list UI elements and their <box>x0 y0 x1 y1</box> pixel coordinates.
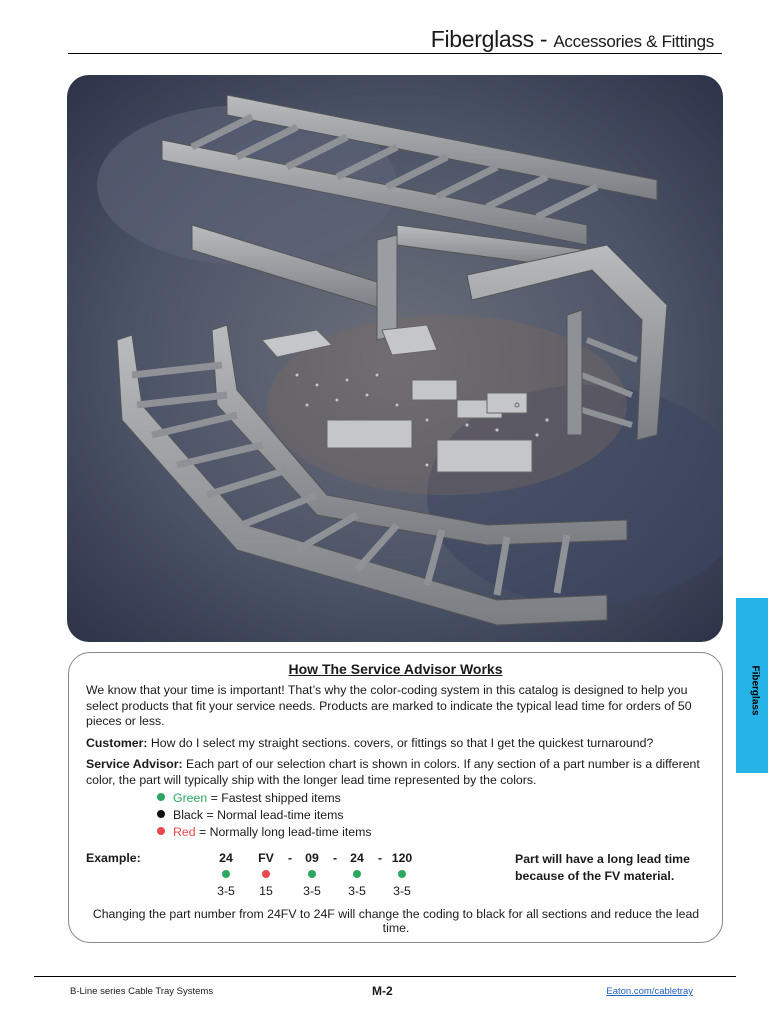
segment-lead-time: 3-5 <box>303 884 321 898</box>
section-tab-label: Fiberglass <box>749 665 761 716</box>
header-title <box>431 26 714 53</box>
page-footer <box>34 976 736 998</box>
segment-dot <box>211 867 241 875</box>
green-dot-icon <box>308 870 316 878</box>
green-dot-icon <box>398 870 406 878</box>
legend-item-green <box>157 791 341 805</box>
segment-dot <box>297 867 327 875</box>
green-dot-icon <box>222 870 230 878</box>
segment-lead-time: 3-5 <box>217 884 235 898</box>
legend-color-word: Red <box>173 825 196 839</box>
footer-link[interactable]: Eaton.com/cabletray <box>606 986 693 997</box>
legend-color-word: Black <box>173 808 204 822</box>
segment-lead-time: 3-5 <box>348 884 366 898</box>
segment-code: 24 <box>350 851 364 865</box>
legend-item-red <box>157 825 372 839</box>
page-number: M-2 <box>372 984 393 998</box>
service-label: Service Advisor: <box>86 757 183 771</box>
segment-lead-time: 15 <box>259 884 273 898</box>
service-text: Each part of our selection chart is shown in colors. If any section of a part number is a different color, the part will typically ship with the longer lead time represented by the colors. <box>86 757 700 787</box>
customer-label: Customer: <box>86 736 148 750</box>
service-advisor-box <box>68 652 723 943</box>
segment-dash: - <box>333 851 338 865</box>
segment-code: 24 <box>219 851 233 865</box>
legend-text: = Normal lead-time items <box>203 808 344 822</box>
red-dot-icon <box>262 870 270 878</box>
example-label: Example: <box>86 851 141 865</box>
green-dot-icon <box>353 870 361 878</box>
legend-text: = Normally long lead-time items <box>195 825 372 839</box>
legend-item-black <box>157 808 344 822</box>
green-dot-icon <box>157 793 165 801</box>
red-dot-icon <box>157 827 165 835</box>
product-photo <box>67 75 723 642</box>
segment-dot <box>387 867 417 875</box>
header-title-sub: Accessories & Fittings <box>553 32 714 51</box>
black-dot-icon <box>157 810 165 818</box>
segment-code: 120 <box>391 851 413 865</box>
section-tab[interactable] <box>736 598 768 773</box>
advisor-title: How The Service Advisor Works <box>288 661 503 677</box>
example-note: Part will have a long lead time because of the FV material. <box>515 852 690 883</box>
customer-text: How do I select my straight sections. covers, or fittings so that I get the quickest turnaround? <box>147 736 654 750</box>
footer-series: B-Line series Cable Tray Systems <box>70 986 214 997</box>
segment-dash: - <box>378 851 383 865</box>
legend-color-word: Green <box>173 791 208 805</box>
service-advisor-answer <box>86 757 716 788</box>
segment-dot <box>251 867 281 875</box>
legend-text: = Fastest shipped items <box>207 791 341 805</box>
header-title-main: Fiberglass - <box>430 26 554 52</box>
segment-dot <box>342 867 372 875</box>
advisor-footer: Changing the part number from 24FV to 24F will change the coding to black for all sections and reduce the lead time. <box>92 907 700 935</box>
segment-lead-time: 3-5 <box>393 884 411 898</box>
advisor-intro: We know that your time is important! That’s why the color-coding system in this catalog is designed to help you select products that fit your service needs. Products are marked to indicate the typical lead time for orders of 50 pieces or less. <box>86 683 692 728</box>
customer-question <box>86 736 716 752</box>
page-header <box>68 22 722 54</box>
segment-code: 09 <box>305 851 319 865</box>
segment-dash: - <box>288 851 293 865</box>
segment-code: FV <box>258 851 274 865</box>
